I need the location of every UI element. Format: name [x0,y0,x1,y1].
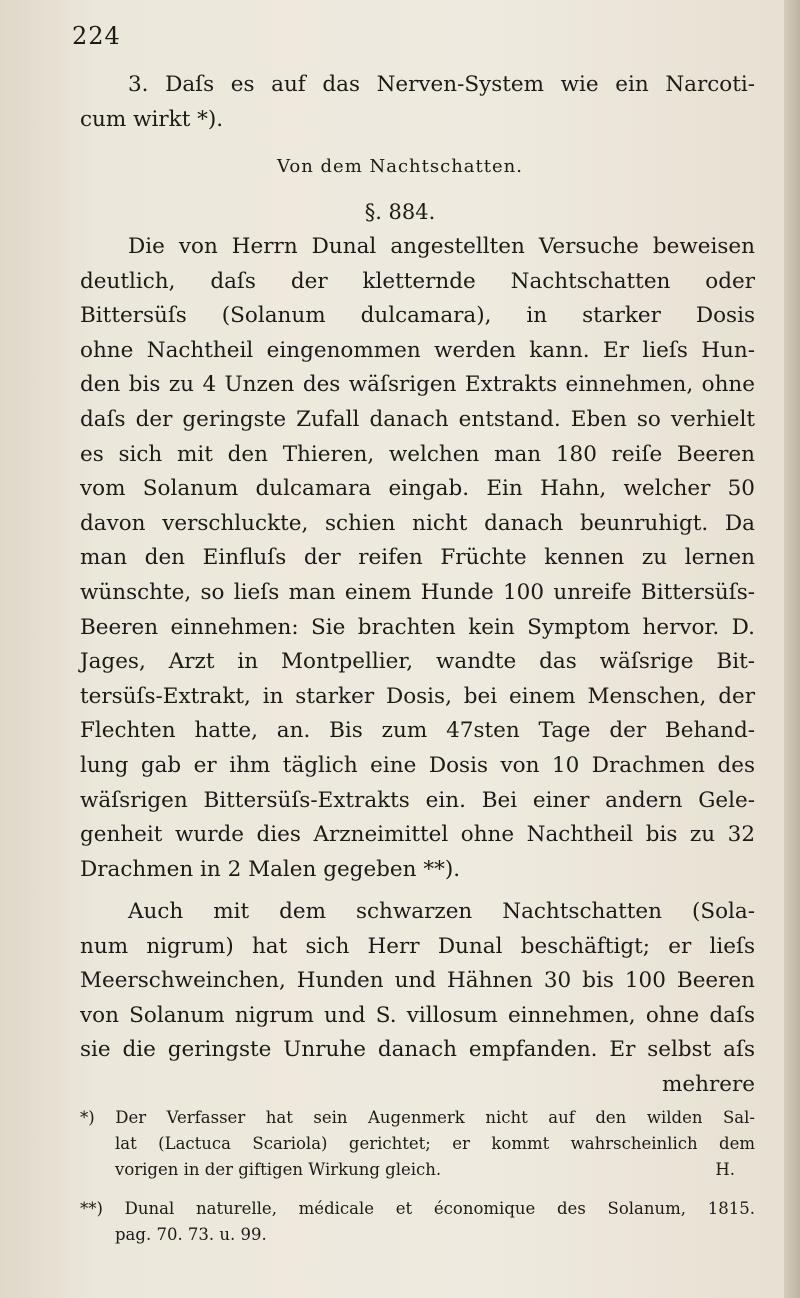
intro-line: 3. Daſs es auf das Nerven-System wie ein Narcoti- [128,72,755,97]
footnote-line: lat (Lactuca Scariola) gerichtet; er kommt wahrscheinlich dem [115,1134,755,1153]
text-line: Jages, Arzt in Montpellier, wandte das wäſsrige Bit- [80,649,755,675]
text-line: Beeren einnehmen: Sie brachten kein Symptom hervor. D. [80,614,755,640]
text-line: genheit wurde dies Arzneimittel ohne Nachtheil bis zu 32 [80,822,755,848]
text-line: sie die geringste Unruhe danach empfanden. Er selbst aſs [80,1037,755,1063]
text-line: Die von Herrn Dunal angestellten Versuche beweisen [128,234,755,259]
text-line: Drachmen in 2 Malen gegeben **). [80,856,461,882]
page-edge [784,0,800,1298]
footnote-line: vorigen in der giftigen Wirkung gleich. [115,1160,442,1179]
text-line: es sich mit den Thieren, welchen man 180 reiſe Beeren [80,441,755,467]
text-line: lung gab er ihm täglich eine Dosis von 10 Drachmen des [80,752,755,778]
footnote-2 [80,1196,755,1248]
footnote-signature: H. [715,1160,735,1179]
text-line: ohne Nachtheil eingenommen werden kann. Er lieſs Hun- [80,337,755,363]
text-line: den bis zu 4 Unzen des wäſsrigen Extrakts einnehmen, ohne [80,372,755,398]
text-line: man den Einfluſs der reifen Früchte kennen zu lernen [80,545,755,571]
footnote-line: pag. 70. 73. u. 99. [115,1225,267,1244]
page-number: 224 [72,22,121,50]
catchword: mehrere [662,1071,755,1097]
text-line: tersüſs-Extrakt, in starker Dosis, bei einem Menschen, der [80,683,755,709]
text-line: Meerschweinchen, Hunden und Hähnen 30 bis 100 Beeren [80,968,755,994]
section-number: §. 884. [364,200,436,224]
section-heading: Von dem Nachtschatten. [277,156,523,177]
text-line: deutlich, daſs der kletternde Nachtschatten oder [80,268,755,294]
text-line: num nigrum) hat sich Herr Dunal beschäftigt; er lieſs [80,933,755,959]
text-line: wäſsrigen Bittersüſs-Extrakts ein. Bei einer andern Gele- [80,787,755,813]
footnote-1 [80,1105,755,1183]
footnote-line: *) Der Verfasser hat sein Augenmerk nicht auf den wilden Sal- [80,1108,755,1127]
text-line: daſs der geringste Zufall danach entstand. Eben so verhielt [80,406,755,432]
footnote-line: **) Dunal naturelle, médicale et économique des Solanum, 1815. [80,1199,755,1218]
text-line: Flechten hatte, an. Bis zum 47sten Tage der Behand- [80,718,755,744]
paragraph-1 [80,230,755,887]
text-line: Auch mit dem schwarzen Nachtschatten (Sola- [128,899,755,924]
paragraph-2 [80,895,755,1103]
text-line: vom Solanum dulcamara eingab. Ein Hahn, welcher 50 [80,476,755,502]
text-line: davon verschluckte, schien nicht danach beunruhigt. Da [80,510,755,536]
intro-line: cum wirkt *). [80,106,224,132]
text-line: wünschte, so lieſs man einem Hunde 100 unreife Bittersüſs- [80,579,755,605]
intro-block [80,68,755,137]
text-line: von Solanum nigrum und S. villosum einnehmen, ohne daſs [80,1002,755,1028]
text-line: Bittersüſs (Solanum dulcamara), in starker Dosis [80,303,755,329]
